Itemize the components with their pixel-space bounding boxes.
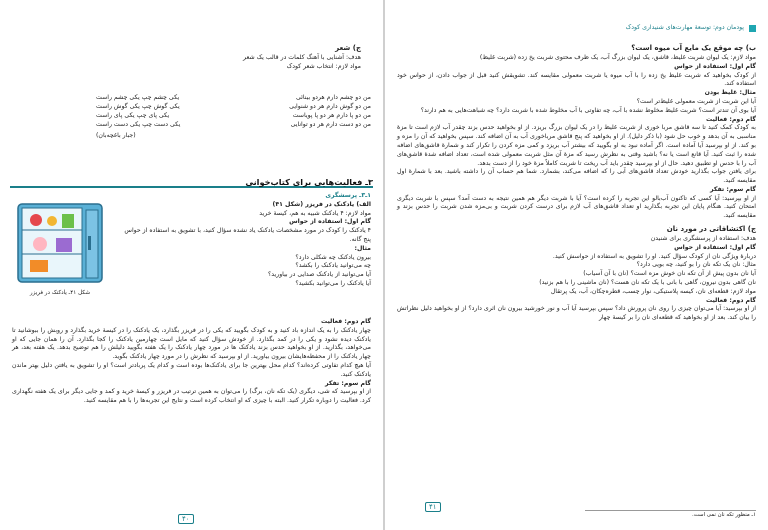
example-item: مثال: نان یک تکه نان را بو کنید، چه بویی دارد؟ — [636, 261, 756, 269]
step-text: دربارهٔ ویژگی نان از کودک سؤال کنید. او را تشویق به استفاده از حواسش کنید. — [552, 252, 756, 260]
poem-materials: مواد لازم: انتخاب شعر کودک — [286, 62, 361, 70]
example-item: آیا یادکنک را می‌توانید بکشید؟ — [295, 279, 371, 287]
section-title: ۳ـ فعالیت‌هایی برای کتاب‌خوانی — [245, 177, 373, 187]
step-heading: گام دوم: فعالیت — [705, 115, 756, 123]
step-text: از او بپرسید: آیا می‌توان چیزی را روی نان پرورش داد؟ سپس بپرسید آیا آب و نور خورشید بیرون نان اثری دارد؟ از او بخواهید دلیل نظراتش را بیان کند. بعد از او بخواهید که قطعه‌ای نان را بر کیسهٔ چهار — [397, 305, 756, 322]
activity-title: الف) یادکنک در فریزر (شکل ۴۱) — [272, 200, 371, 208]
poem-author: (جبار باغچه‌بان) — [96, 131, 136, 139]
footnote-rule — [585, 510, 756, 511]
poem-hemistich: یکی گوش چپ یکی گوش راست — [96, 102, 180, 110]
step-text: آیا هیچ کدام تفاوتی کرده‌اند؟ کدام محل بهترین جا برای یادکنک‌ها بوده است و کدام یک پرباد‌تر است؟ او را تشویق به یافتن دلیل بهتر ماندن یادکنک کنید. — [12, 361, 371, 378]
example-item: آیا می‌توانید از یادکنک صدایی در بیاورید؟ — [267, 271, 371, 279]
poem-line — [96, 103, 371, 112]
poem-line — [96, 121, 371, 130]
example-item: بیرون یادکنک چه شکلی دارد؟ — [295, 253, 371, 261]
poem-goal: هدف: آشنایی با آهنگ کلمات در قالب یک شعر — [243, 53, 361, 61]
poem-hemistich: یکی چشم چپ یکی چشم راست — [96, 94, 180, 101]
example-label: مثال: غلیظ بودن — [704, 89, 756, 97]
step-text: از او بپرسید که شی، دیگری (یک تکه نان، برگ) را می‌توان به همین ترتیب در فریزر و کیسهٔ خرید و کمد و جایی دیگر برای یک هفته نگهداری کرد. فعالیت را دوباره تکرار کنید. البته با چیزی که او انتخاب کرده است و نتایج این تجربه‌ها را با هم مقایسه کنید. — [12, 388, 371, 405]
step-text: از کودک بخواهید که شربت غلیظ یخ زده را با آب میوه یا شربت معمولی مقایسه کند. تشویقش کنید قبل از جواب دادن، از حواس خود استفاده کند. — [397, 71, 756, 88]
figure-caption: شکل ۴۱ـ یادکنک در فریزر — [29, 290, 91, 296]
step-heading: گام سوم: تفکر — [325, 379, 371, 387]
materials: مواد لازم: یک لیوان شربت غلیظ، قاشق، یک لیوان بزرگ آب، یک ظرف محتوی شربت یخ زده (شربت غلیظ) — [479, 53, 756, 61]
activity-a — [116, 192, 371, 289]
step-heading: گام اول: استفاده از حواس — [674, 243, 756, 251]
subsection-title: ۱ـ۳ـ پرسشگری — [325, 192, 371, 199]
step-heading: گام سوم: تفکر — [710, 185, 756, 193]
fridge-figure — [10, 200, 110, 300]
example-item: مواد لازم: قطعه‌ای نان، کیسه پلاستیکی، نوار چسب، قطره‌چکان، آب، یک ‌پرتقال — [550, 287, 756, 295]
poem-hemistich: یکی دست چپ یکی دست راست — [96, 120, 181, 128]
poem-hemistich: من دو گوش دارم هر دو شنوایی — [289, 102, 371, 110]
example-item: آیا بوی آن تندتر است؟ شربت غلیظ مخلوط نشده با آب، چه تفاوتی با آب مخلوط شده با شربت دارد؟ چه شباهت‌هایی به هم دارند؟ — [420, 106, 756, 114]
section-b-title: ب) چه موقع یک مایع آب میوه است؟ — [631, 44, 756, 52]
page-number: ۴۱ — [425, 502, 441, 512]
section-heading — [10, 170, 373, 188]
example-item: چه می‌توانید یادکنک را بکشد؟ — [295, 262, 371, 270]
step-heading: گام دوم: فعالیت — [320, 318, 371, 325]
poem-hemistich: یکی پای چپ یکی پای راست — [96, 111, 170, 119]
section-c — [397, 225, 756, 323]
step-text: برای یافتن جواب بگذارید خودش تعداد قاشق‌های آبی را که اضافه می‌کند، بشمارد. شما هم حساب آن را داشته باشید. بعد با شمارهٔ اول مقایسه کنید. — [397, 168, 756, 185]
step-heading: گام دوم: فعالیت — [705, 296, 756, 304]
step-heading: گام اول: استفاده از حواس — [674, 62, 756, 70]
running-header: پودمان دوم: توسعهٔ مهارت‌های شنیداری کودک — [625, 24, 744, 31]
step-text: ۴ یادکنک را کودک در مورد مشخصات یادکنک یاد نشده سؤال کنید، با تشویق به استفاده از حواس پنج گانه. — [124, 227, 371, 243]
fridge-illustration — [10, 200, 110, 286]
activity-a-steps — [12, 318, 371, 406]
step-text: به کودک کمک کنید تا سه قاشق مربا خوری از شربت غلیظ را در یک لیوان بزرگ بریزد. از او بخواهید حدس بزند چقدر آب لازم است تا مزهٔ مناسبی به آن بدهد و خوب حل شود (با ذکر دلیل). از او بخواهید که پنج قاشق مرباخوری آب به آن اضافه کند. سپس بخواهید که آن را مزه و بو کند. از او بپرسید آیا آماده است. اگر آماده نبود به او بگویید که بیشتر آب بریزد و کمی مزه کردن را تکرار کند و شمارهٔ قاشق‌های اضافه شده را ثبت کنید. آیا قانع است یا نه؟ باشید وقتی به نظرش رسید که مزهٔ آن مثل شربت معمولی شده است، تعداد اضافه شدهٔ قاشق‌های آب را با حدس او تطبیق دهید. حال از او بپرسید چقدر باید آب ریخت تا شربت کاملاً مزهٔ خود را از دست بدهد. — [397, 124, 756, 167]
activity-materials: مواد لازم: ۴ یادکنک شبیه به هم، کیسهٔ خرید — [259, 209, 371, 217]
section-c-goal: هدف: استفاده از پرسشگری برای شنیدن — [650, 235, 756, 243]
page-number: ۴۰ — [178, 514, 194, 524]
poem-hemistich: من دو پا دارم هر دو پا پویاست — [292, 111, 371, 119]
header-square-icon — [749, 25, 756, 32]
step-text: از او بپرسید: آیا کسی که تا‌کنون آب‌بالو این تجربه را کرده است؟ آیا با شربت دیگر هم همین نتیجه به دست آمد؟ سپس با شربت دیگری امتحان کنید. هنگام پایان این تجربه بگذارید او تعداد قاشق‌های آب لازم برای درست کردن شربت و بی‌مزه شدن شربت را حدس بزند و مقایسه کنید. — [397, 194, 756, 220]
example-item: آیا این شربت از شربت معمولی غلیظ‌تر است؟ — [636, 97, 756, 105]
poem-line — [96, 112, 371, 121]
section-c-title: ج) اکتشافاتی در مورد نان — [666, 225, 756, 234]
poem-line — [96, 94, 371, 103]
example-item: آیا نان بدون پیش از آن تکه نان خوش مزه است؟ (نان با آن آسیاب) — [583, 270, 756, 278]
example-item: نان گاهی بدون نیرون، گاهی با بانی با یک تکه نان هست؟ (نان ماشینی را با هم بزنید) — [539, 279, 756, 286]
right-content — [397, 44, 756, 323]
step-text: چهار یادکنک را به یک اندازه باد کنید و به کودک بگویید که یکی را در فریزر بگذارد، یک یادکنک را در کیسهٔ خرید بگذارد و روبش را ببوشانید تا یادکنک دیده نشود و یکی را در کمد بگذارد. از خودش سؤال کنید که مایل است چهارمین یادکنک را کجا بگذارد. آن را همان جایی که او می‌خواهد، بگذارید. از او بخواهید حدس بزند یادکنک ها در مورد چهار یادکنک را یک هفته بگویید دلیلش را هم توضیح بدهد. یک هفته بعد، هر چهار یادکنک را از محفظه‌هایشان بیرون بیاورید. از او بپرسید که نظرش را در مورد چهار یادکنک بگوید. — [12, 326, 371, 361]
step-heading: گام اول: استفاده از حواس — [289, 218, 371, 226]
poem-hemistich: من دو دست دارم هر دو توانایی — [290, 120, 371, 128]
poem-lines — [96, 94, 371, 141]
footnote: ۱ـ منظور تکه نان نمی است. — [692, 512, 756, 518]
right-page — [385, 0, 768, 530]
example-label: مثال: — [354, 244, 371, 252]
left-page — [0, 0, 383, 530]
poem-heading: ج) شعر — [335, 44, 361, 52]
poem-hemistich: من دو چشم دارم هردو بینائی — [296, 94, 371, 101]
poem-section — [151, 44, 361, 72]
